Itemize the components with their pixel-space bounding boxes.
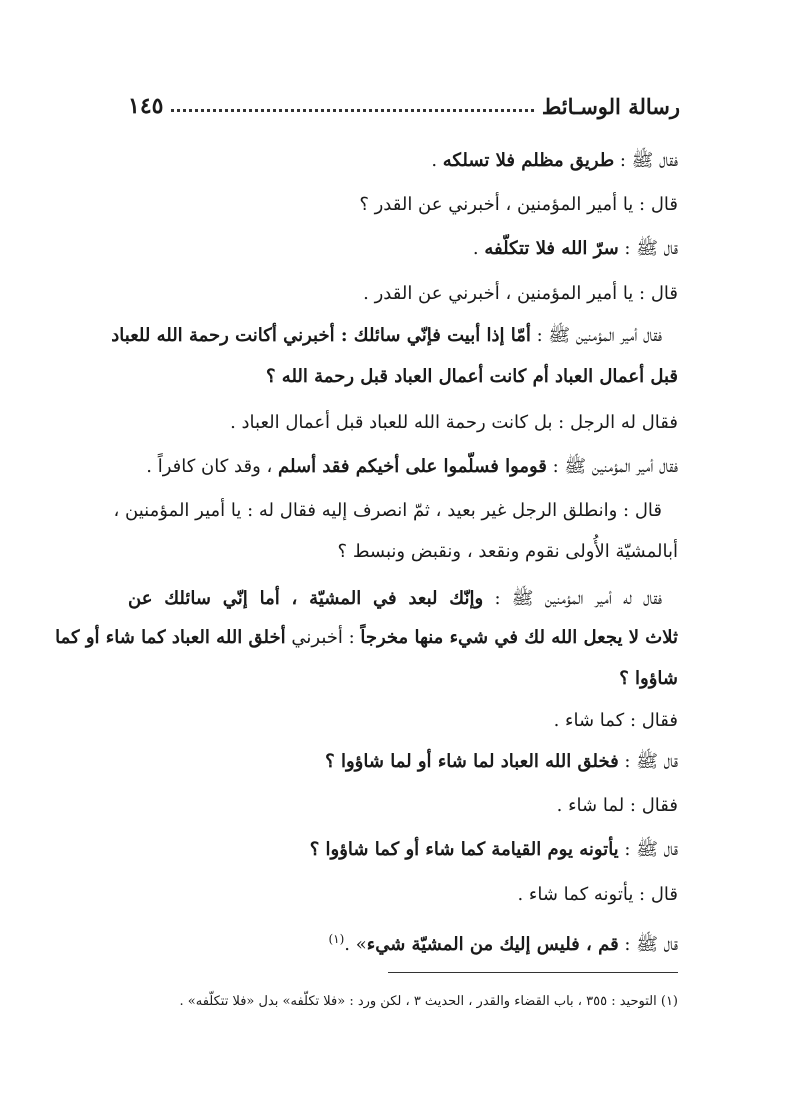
- header-leader-dots: [171, 109, 533, 112]
- text-line: فقال ﷺ : طريق مظلم فلا تسلكه .: [431, 150, 678, 171]
- text-line: قال : يا أمير المؤمنين ، أخبرني عن القدر .: [363, 283, 678, 304]
- paragraph-line: شاؤوا ؟: [619, 668, 678, 689]
- paragraph-line: قبل أعمال العباد أم كانت أعمال العباد قبل رحمة الله ؟: [265, 366, 678, 387]
- text-line: فقال أمير المؤمنين ﷺ : قوموا فسلّموا على أخيكم فقد أسلم ، وقد كان كافراً .: [146, 456, 678, 477]
- text-line: فقال : لما شاء .: [556, 795, 678, 816]
- text-line: قال : يأتونه كما شاء .: [517, 884, 678, 905]
- text-line: قال ﷺ : قم ، فليس إليك من المشيّة شيء» .$^{(١)}$: [328, 932, 678, 955]
- paragraph-line: فقال أمير المؤمنين ﷺ : أمّا إذا أبيت فإنّي سائلك : أخبرني أكانت رحمة الله للعباد: [111, 325, 662, 346]
- text-line: قال : يا أمير المؤمنين ، أخبرني عن القدر ؟: [359, 194, 678, 215]
- footnote-marker: (١): [328, 932, 345, 946]
- footnote: (١) التوحيد : ٣٥٥ ، باب القضاء والقدر ، الحديث ٣ ، لكن ورد : «فلا تكلّفه» بدل «فلا تتكلّفه» .: [179, 994, 678, 1009]
- text-line: فقال : كما شاء .: [553, 710, 678, 731]
- paragraph-line: أبالمشيّة الأُولى نقوم ونقعد ، ونقبض ونبسط ؟: [337, 541, 678, 562]
- paragraph-line: قال : وانطلق الرجل غير بعيد ، ثمّ انصرف إليه فقال له : يا أمير المؤمنين ،: [113, 500, 662, 521]
- paragraph-line: فقال له أمير المؤمنين ﷺ : وإنّك لبعد في المشيّة ، أما إنّي سائلك عن: [128, 588, 663, 609]
- paragraph-line: ثلاث لا يجعل الله لك في شيء منها مخرجاً : أخبرني أخلق الله العباد كما شاء أو كما: [55, 627, 678, 648]
- running-title: رسالة الوسـائط: [541, 93, 680, 119]
- footnote-divider: [388, 972, 678, 973]
- page-header: [128, 84, 680, 128]
- page-number: ١٤٥: [128, 93, 164, 119]
- text-line: قال ﷺ : يأتونه يوم القيامة كما شاء أو كما شاؤوا ؟: [309, 839, 678, 860]
- text-line: قال ﷺ : فخلق الله العباد لما شاء أو لما شاؤوا ؟: [325, 751, 678, 772]
- text-line: قال ﷺ : سرّ الله فلا تتكلّفه .: [472, 238, 678, 259]
- text-line: فقال له الرجل : بل كانت رحمة الله للعباد قبل أعمال العباد .: [230, 412, 678, 433]
